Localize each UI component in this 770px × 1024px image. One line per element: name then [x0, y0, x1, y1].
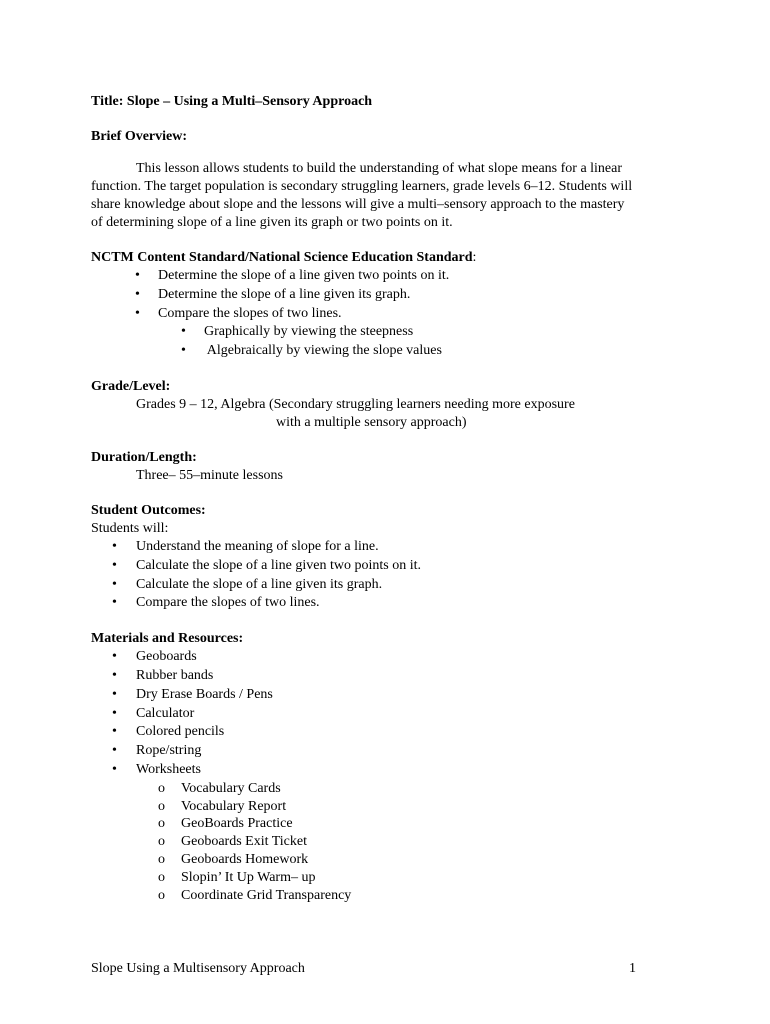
list-item: o Slopin’ It Up Warm– up	[91, 869, 691, 887]
list-item: • Colored pencils	[91, 723, 691, 742]
list-item: o Geoboards Homework	[91, 851, 691, 869]
list-item: • Graphically by viewing the steepness	[91, 323, 691, 342]
worksheets-list	[91, 780, 691, 905]
list-item: • Understand the meaning of slope for a line.	[91, 538, 691, 557]
page-number: 1	[629, 961, 636, 976]
list-item: • Algebraically by viewing the slope values	[91, 342, 691, 361]
list-item: • Compare the slopes of two lines.	[91, 594, 691, 613]
standard-heading-colon: :	[472, 250, 477, 265]
standard-heading: NCTM Content Standard/National Science Education Standard	[91, 250, 473, 265]
grade-heading: Grade/Level:	[91, 378, 171, 394]
overview-heading: Brief Overview:	[91, 129, 188, 144]
list-item: • Dry Erase Boards / Pens	[91, 686, 691, 705]
overview-line-2: function. The target population is secondary struggling learners, grade levels 6–12. Students will	[91, 179, 633, 194]
list-item: • Calculate the slope of a line given two points on it.	[91, 557, 691, 576]
overview-paragraph	[91, 160, 691, 232]
duration-text: Three– 55–minute lessons	[136, 467, 283, 483]
overview-line-1: This lesson allows students to build the understanding of what slope means for a linear	[136, 161, 623, 176]
overview-line-3: share knowledge about slope and the lessons will give a multi–sensory approach to the mastery	[91, 197, 625, 212]
grade-line-2: with a multiple sensory approach)	[276, 414, 467, 430]
materials-heading: Materials and Resources:	[91, 631, 244, 647]
list-item: o Coordinate Grid Transparency	[91, 887, 691, 905]
list-item: • Calculator	[91, 705, 691, 724]
document-title: Title: Slope – Using a Multi–Sensory Approach	[91, 94, 373, 109]
standard-list	[91, 267, 691, 323]
duration-heading: Duration/Length:	[91, 449, 197, 465]
list-item: • Compare the slopes of two lines.	[91, 305, 691, 324]
outcomes-list	[91, 538, 691, 613]
list-item: • Calculate the slope of a line given its graph.	[91, 576, 691, 595]
standard-sublist	[91, 323, 691, 361]
overview-line-4: of determining slope of a line given its graph or two points on it.	[91, 215, 453, 230]
materials-list	[91, 648, 691, 780]
list-item: • Worksheets	[91, 761, 691, 780]
grade-line-1: Grades 9 – 12, Algebra (Secondary struggling learners needing more exposure	[136, 396, 575, 412]
list-item: o Vocabulary Cards	[91, 780, 691, 798]
footer-title: Slope Using a Multisensory Approach	[91, 961, 305, 976]
list-item: • Determine the slope of a line given two points on it.	[91, 267, 691, 286]
outcomes-intro: Students will:	[91, 520, 169, 536]
standard-heading-line	[91, 249, 691, 267]
list-item: • Rope/string	[91, 742, 691, 761]
list-item: • Geoboards	[91, 648, 691, 667]
list-item: • Rubber bands	[91, 667, 691, 686]
outcomes-heading: Student Outcomes:	[91, 502, 206, 518]
list-item: o Geoboards Exit Ticket	[91, 833, 691, 851]
list-item: • Determine the slope of a line given its graph.	[91, 286, 691, 305]
document-body	[91, 93, 691, 904]
list-item: o Vocabulary Report	[91, 798, 691, 816]
list-item: o GeoBoards Practice	[91, 815, 691, 833]
